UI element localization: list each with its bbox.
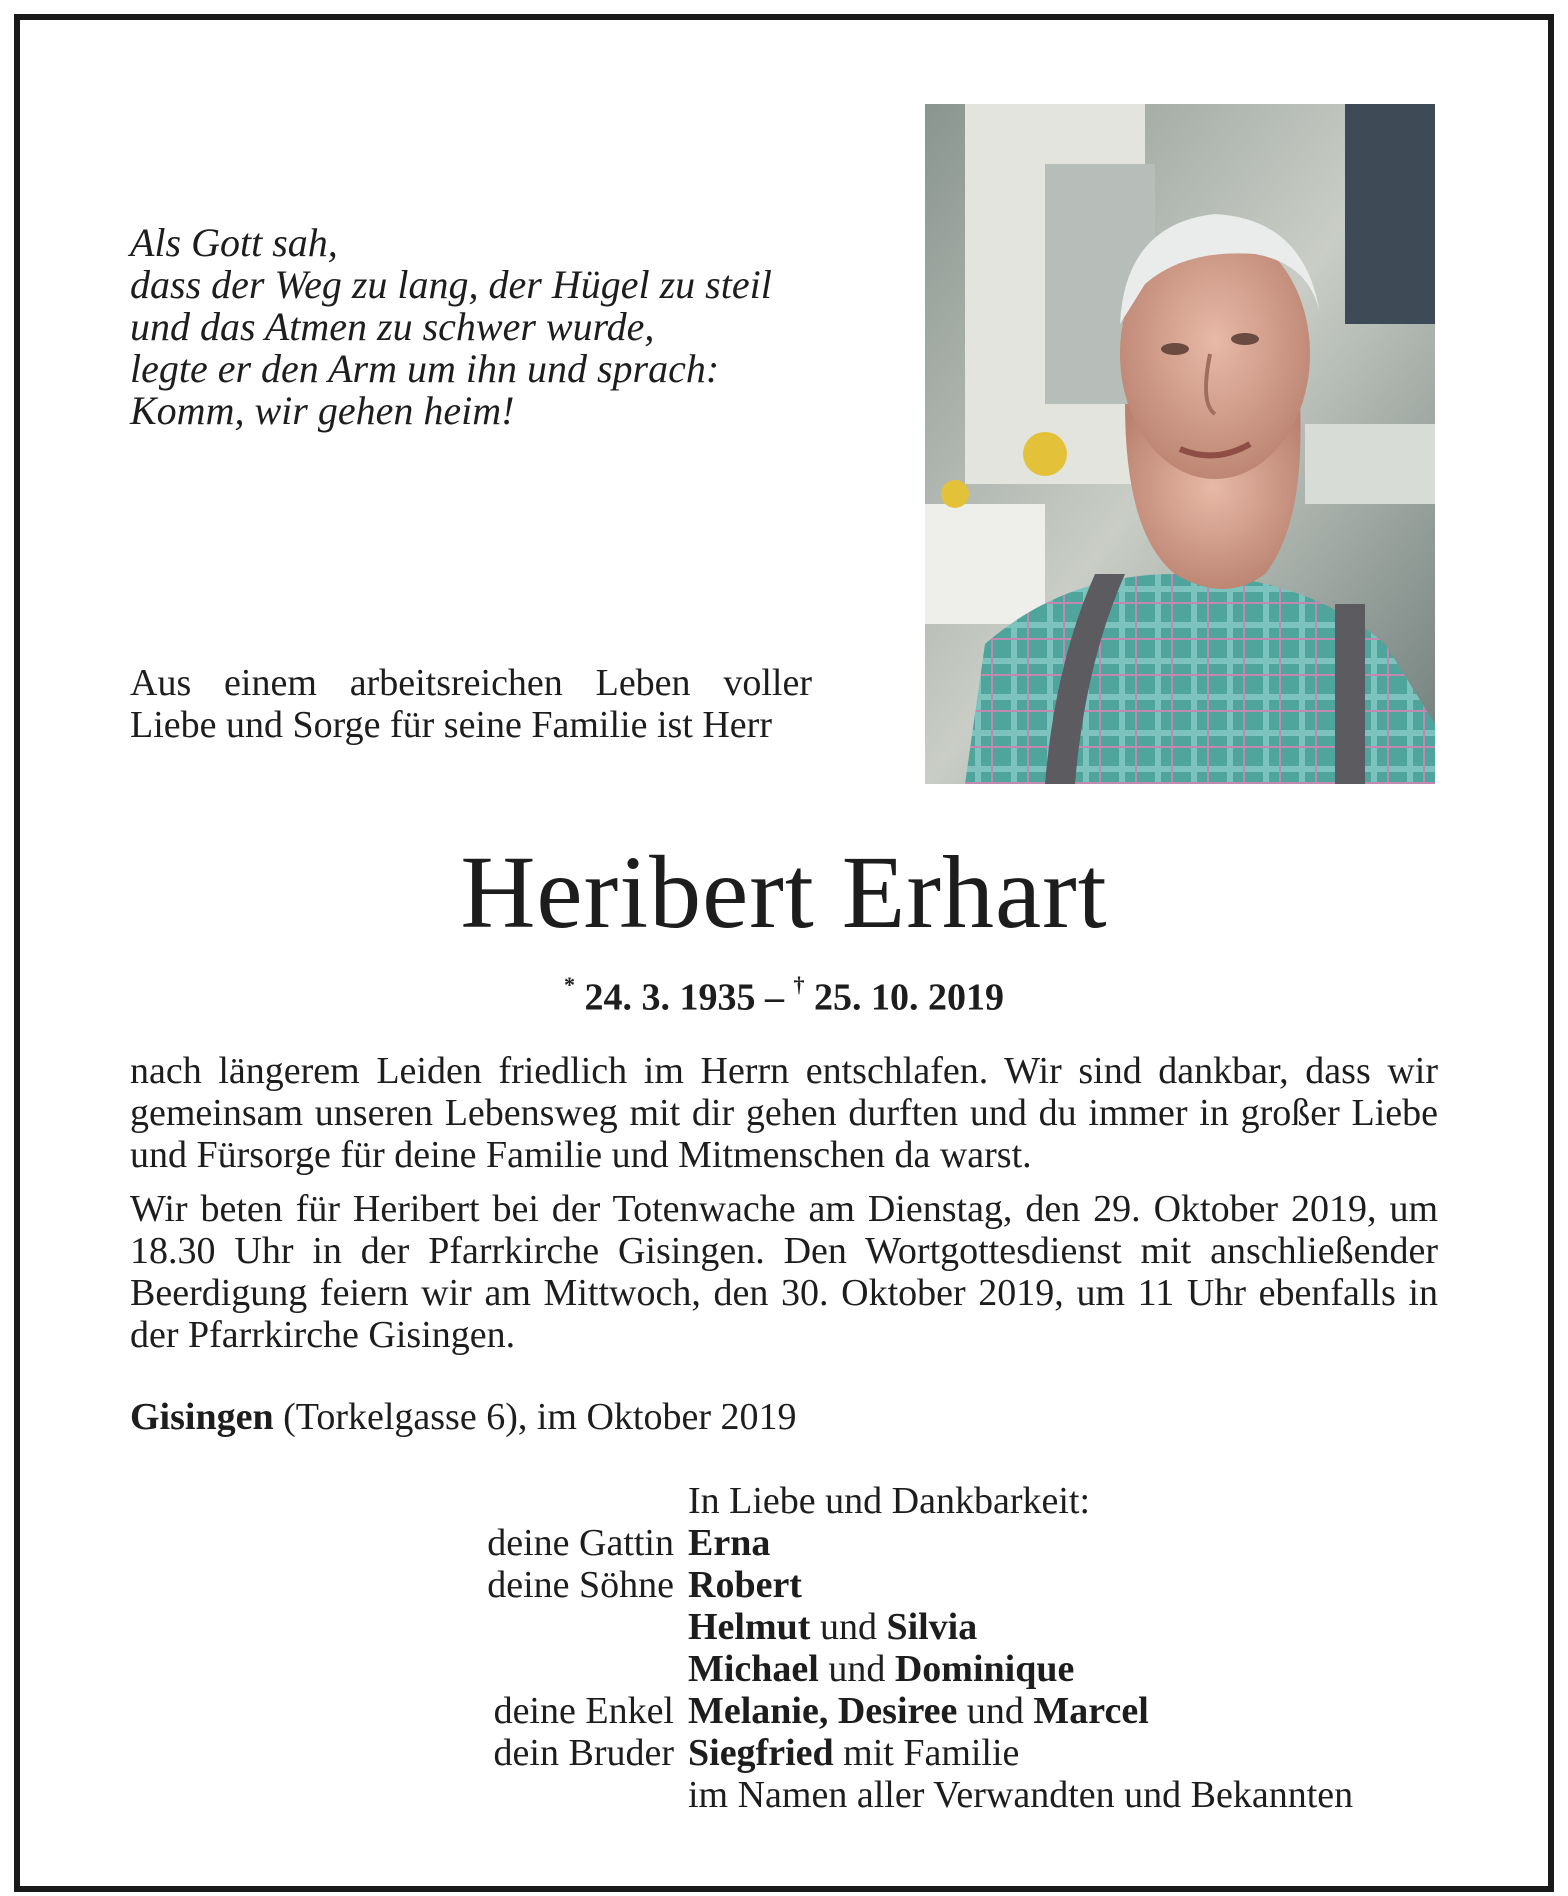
mourner-names: [688, 1732, 1019, 1774]
mourner-name: Marcel: [1033, 1690, 1149, 1732]
poem: [130, 222, 772, 432]
mourner-names: [688, 1606, 977, 1648]
address-date: (Torkelgasse 6), im Oktober 2019: [273, 1396, 797, 1438]
mourner-names: [688, 1564, 802, 1606]
mourner-relation: deine Gattin: [487, 1522, 674, 1564]
mourner-relation: dein Bruder: [493, 1732, 674, 1774]
mourner-name: Siegfried: [688, 1732, 834, 1774]
mourner-names: [688, 1522, 770, 1564]
portrait-photo: [925, 104, 1435, 784]
mourner-row: [0, 1606, 1568, 1648]
mourner-name: Melanie, Desiree: [688, 1690, 958, 1732]
mourner-name: Robert: [688, 1564, 802, 1606]
connector-text: und: [957, 1690, 1034, 1732]
mourner-names: [688, 1648, 1074, 1690]
poem-line: und das Atmen zu schwer wurde,: [130, 304, 655, 349]
mourner-row: [0, 1522, 1568, 1564]
life-dates: [0, 966, 1568, 1021]
mourner-name: Michael: [688, 1648, 819, 1690]
town-name: Gisingen: [130, 1396, 274, 1438]
mourner-relation: deine Söhne: [487, 1564, 674, 1606]
birth-date: 24. 3. 1935: [584, 976, 756, 1019]
deceased-name: Heribert Erhart: [460, 835, 1108, 950]
mourner-names: [688, 1774, 1353, 1816]
mourner-name: Silvia: [886, 1606, 978, 1648]
death-symbol: †: [793, 972, 805, 997]
connector-text: mit Familie: [833, 1732, 1020, 1774]
mourner-relation: deine Enkel: [493, 1690, 674, 1732]
mourner-row: [0, 1690, 1568, 1732]
death-date: 25. 10. 2019: [814, 976, 1004, 1019]
poem-line: Als Gott sah,: [130, 220, 338, 265]
birth-symbol: *: [564, 972, 575, 997]
mourner-name: Erna: [688, 1522, 771, 1564]
place-date-line: [130, 1396, 797, 1438]
poem-line: Komm, wir gehen heim!: [130, 388, 515, 433]
mourners-list: [0, 1522, 1568, 1816]
closing-line: In Liebe und Dankbarkeit:: [688, 1480, 1091, 1522]
text-paragraph: nach längerem Leiden friedlich im Herrn entschlafen. Wir sind dankbar, dass wir gemeinsam unseren Lebensweg mit dir gehen durften und du immer in großer Liebe und Fürsorge für deine Familie und Mitmenschen da warst.: [130, 1050, 1438, 1176]
mourner-row: [0, 1732, 1568, 1774]
text-paragraph: Wir beten für Heribert bei der Totenwache am Dienstag, den 29. Oktober 2019, um 18.30 Uhr in der Pfarrkirche Gisingen. Den Wortgottesdienst mit anschließender Beerdigung feiern wir am Mittwoch, den 30. Oktober 2019, um 11 Uhr ebenfalls in der Pfarrkirche Gisingen.: [130, 1188, 1438, 1356]
mourner-name: Helmut: [688, 1606, 811, 1648]
mourner-row: [0, 1564, 1568, 1606]
connector-text: und: [810, 1606, 887, 1648]
mourner-row: [0, 1648, 1568, 1690]
connector-text: und: [818, 1648, 895, 1690]
intro-text: Aus einem arbeitsreichen Leben voller Liebe und Sorge für seine Familie ist Herr: [130, 662, 812, 746]
date-separator: –: [765, 976, 784, 1019]
poem-line: legte er den Arm um ihn und sprach:: [130, 346, 720, 391]
mourner-row: [0, 1774, 1568, 1816]
mourner-names: [688, 1690, 1149, 1732]
connector-text: im Namen aller Verwandten und Bekannten: [688, 1774, 1354, 1816]
poem-line: dass der Weg zu lang, der Hügel zu steil: [130, 262, 772, 307]
mourner-name: Dominique: [894, 1648, 1075, 1690]
